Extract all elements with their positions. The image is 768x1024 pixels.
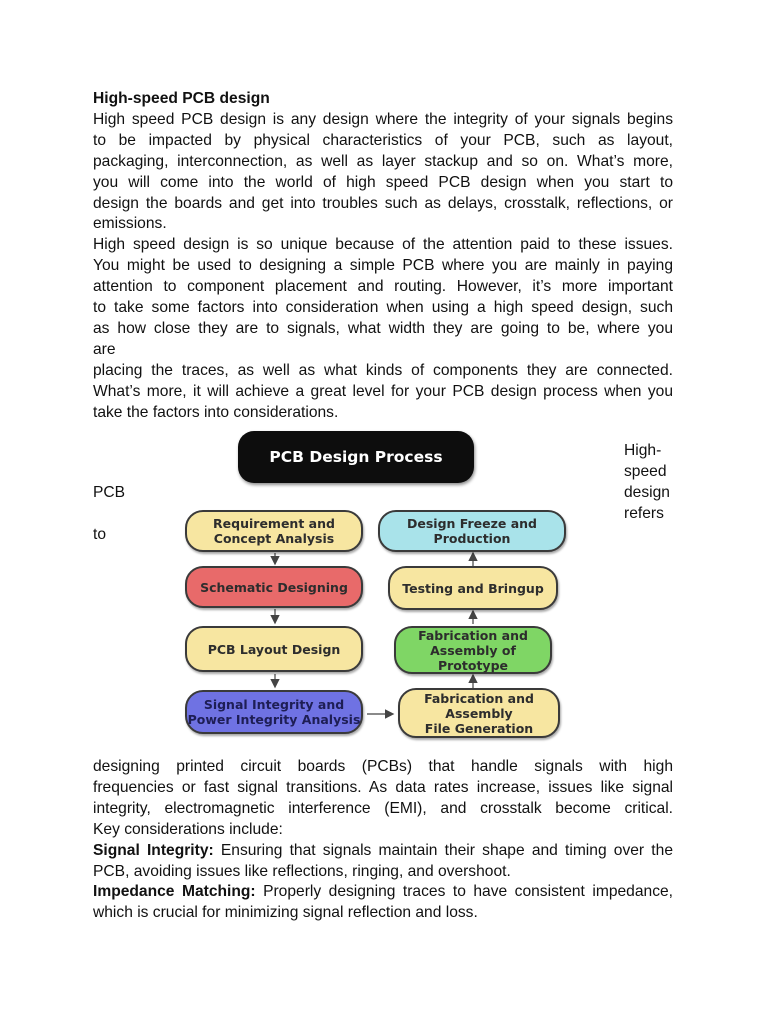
para3-line: Key considerations include: [93, 820, 283, 838]
side-word: speed [624, 462, 667, 480]
signal-integrity-line [93, 841, 673, 862]
impedance-matching-line [93, 882, 673, 903]
body-text [93, 757, 673, 924]
impedance-matching-term: Impedance Matching: [93, 883, 256, 901]
para3-line: integrity, electromagnetic interference (EMI), and crosstalk become critical. [93, 799, 673, 817]
para2-line: take the factors into considerations. [93, 403, 339, 421]
side-text-right [624, 441, 670, 525]
pcb-design-process-diagram [180, 428, 572, 746]
para1-line: to be impacted by physical characteristics of your PCB, such as layout, [93, 131, 673, 149]
signal-integrity-term: Signal Integrity: [93, 841, 214, 859]
para2-line: placing the traces, as well as what kinds of components they are connected. [93, 361, 673, 379]
para2-line: as how close they are to signals, what width they are going to be, where you [93, 319, 673, 337]
para3-line: designing printed circuit boards (PCBs) that handle signals with high [93, 758, 673, 775]
step-design-freeze: Design Freeze and Production [378, 510, 566, 552]
para2-line: High speed design is so unique because of the attention paid to these issues. [93, 236, 673, 254]
intro-text [93, 89, 673, 424]
side-word-to: to [93, 526, 107, 543]
section-heading: High-speed PCB design [93, 90, 270, 107]
step-requirement-analysis: Requirement and Concept Analysis [185, 510, 363, 552]
side-word: refers [624, 504, 664, 522]
diagram-title: PCB Design Process [238, 431, 474, 483]
impedance-matching-line2: which is crucial for minimizing signal reflection and loss. [93, 904, 478, 922]
impedance-matching-desc: Properly designing traces to have consistent impedance, [255, 883, 673, 901]
side-word: design [624, 483, 670, 501]
para1-line: High speed PCB design is any design where the integrity of your signals begins [93, 110, 673, 128]
step-si-pi-analysis: Signal Integrity and Power Integrity Analysis [185, 690, 363, 734]
para1-line: packaging, interconnection, as well as layer stackup and so on. What’s more, [93, 152, 673, 170]
side-word: High- [624, 442, 662, 459]
side-word-pcb: PCB [93, 484, 126, 501]
step-pcb-layout-design: PCB Layout Design [185, 626, 363, 672]
para1-line: you will come into the world of high speed PCB design when you start to [93, 173, 673, 191]
para2-line: You might be used to designing a simple PCB where you are mainly in paying [93, 257, 673, 275]
para3-line: frequencies or fast signal transitions. As data rates increase, issues like signal [93, 778, 673, 796]
step-testing-bringup: Testing and Bringup [388, 566, 558, 610]
signal-integrity-line2: PCB, avoiding issues like reflections, ringing, and overshoot. [93, 862, 511, 880]
para1-line: emissions. [93, 215, 167, 233]
step-file-generation: Fabrication and Assembly File Generation [398, 688, 560, 738]
para2-line: attention to component placement and routing. However, it’s more important [93, 278, 673, 296]
step-fabrication-prototype: Fabrication and Assembly of Prototype [394, 626, 552, 674]
para2-line: to take some factors into consideration when using a high speed design, such [93, 299, 673, 317]
para1-line: design the boards and get into troubles such as delays, crosstalk, reflections, or [93, 194, 673, 212]
para2-line: are [93, 340, 116, 358]
signal-integrity-desc: Ensuring that signals maintain their shape and timing over the [213, 841, 673, 859]
para2-line: What’s more, it will achieve a great level for your PCB design process when you [93, 382, 673, 400]
step-schematic-designing: Schematic Designing [185, 566, 363, 608]
